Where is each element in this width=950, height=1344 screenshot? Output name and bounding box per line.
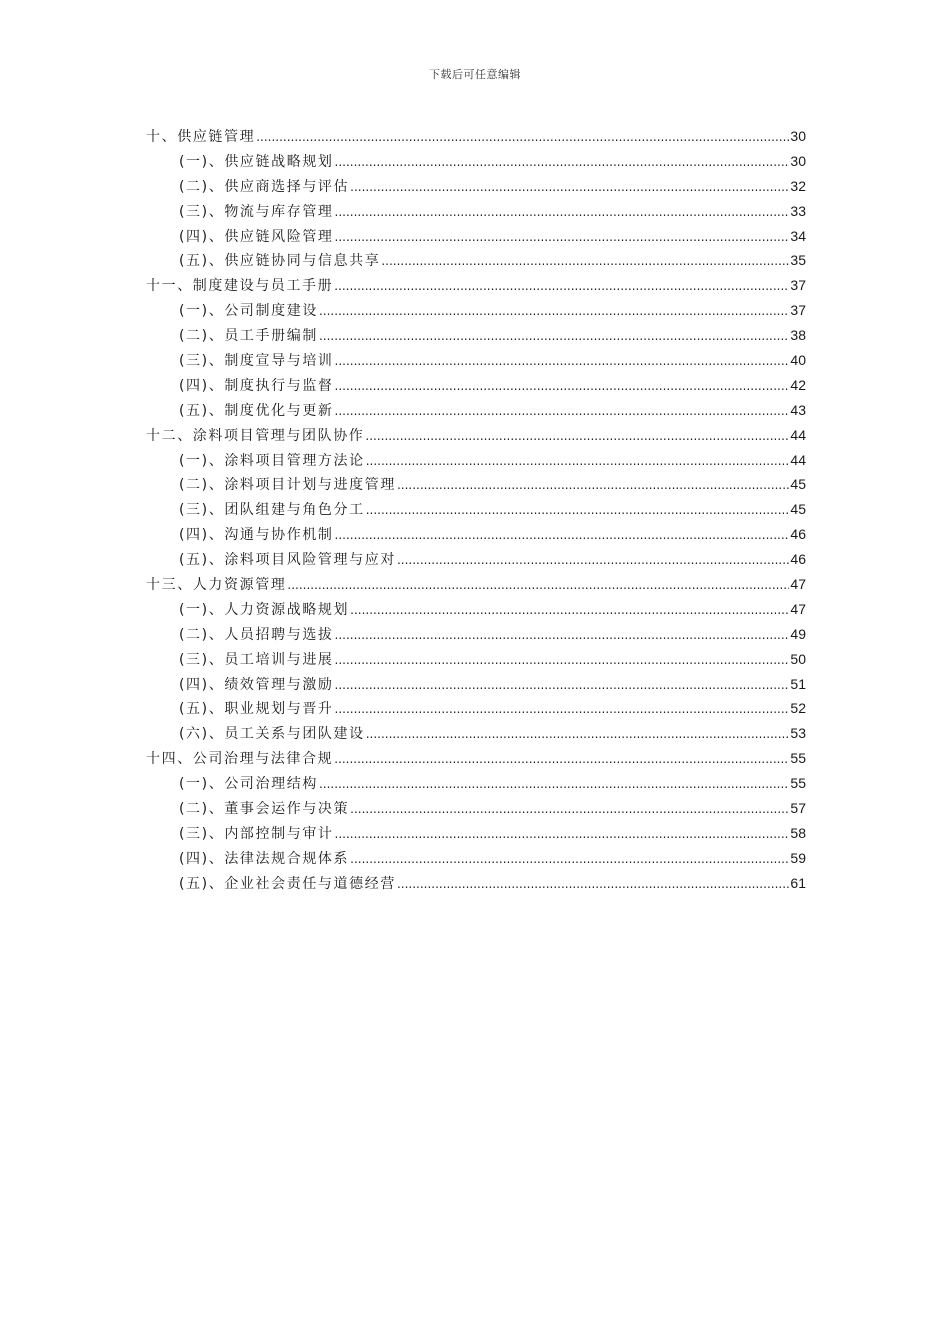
toc-page-number: 51	[790, 675, 806, 692]
toc-entry-title: (三)、内部控制与审计	[179, 825, 334, 842]
toc-dot-leader	[350, 180, 789, 194]
toc-chapter-entry[interactable]	[146, 126, 806, 151]
toc-section-entry[interactable]	[146, 848, 806, 873]
toc-dot-leader	[319, 777, 789, 791]
toc-entry-title: (三)、物流与库存管理	[179, 203, 334, 220]
toc-section-entry[interactable]	[146, 698, 806, 723]
toc-page-number: 47	[790, 576, 806, 593]
toc-page-number: 37	[790, 302, 806, 319]
toc-dot-leader	[350, 603, 789, 617]
toc-page-number: 45	[790, 476, 806, 493]
toc-page-number: 55	[790, 750, 806, 767]
toc-dot-leader	[365, 429, 789, 443]
toc-page-number: 40	[790, 352, 806, 369]
toc-entry-title: (三)、制度宣导与培训	[179, 353, 334, 370]
toc-page-number: 61	[790, 874, 806, 891]
toc-dot-leader	[319, 304, 789, 318]
toc-dot-leader	[335, 653, 790, 667]
toc-dot-leader	[366, 503, 790, 517]
toc-page-number: 35	[790, 252, 806, 269]
toc-section-entry[interactable]	[146, 524, 806, 549]
toc-entry-title: (二)、供应商选择与评估	[179, 178, 350, 195]
toc-dot-leader	[397, 553, 789, 567]
toc-entry-title: (二)、人员招聘与选拔	[179, 626, 334, 643]
toc-entry-title: (四)、绩效管理与激励	[179, 676, 334, 693]
toc-entry-title: (四)、沟通与协作机制	[179, 527, 334, 544]
toc-dot-leader	[335, 678, 790, 692]
toc-page-number: 55	[790, 775, 806, 792]
toc-entry-title: 十三、人力资源管理	[146, 577, 287, 594]
toc-chapter-entry[interactable]	[146, 748, 806, 773]
toc-section-entry[interactable]	[146, 450, 806, 475]
toc-dot-leader	[397, 478, 789, 492]
toc-page-number: 43	[790, 401, 806, 418]
toc-entry-title: (一)、公司制度建设	[179, 303, 318, 320]
toc-entry-title: (五)、职业规划与晋升	[179, 701, 334, 718]
toc-section-entry[interactable]	[146, 375, 806, 400]
toc-dot-leader	[335, 702, 790, 716]
toc-section-entry[interactable]	[146, 873, 806, 898]
toc-entry-title: (二)、员工手册编制	[179, 328, 318, 345]
toc-dot-leader	[335, 205, 790, 219]
toc-section-entry[interactable]	[146, 624, 806, 649]
toc-section-entry[interactable]	[146, 549, 806, 574]
toc-entry-title: 十、供应链管理	[146, 129, 256, 145]
toc-dot-leader	[397, 877, 789, 891]
toc-dot-leader	[335, 230, 790, 244]
toc-section-entry[interactable]	[146, 151, 806, 176]
toc-entry-title: (一)、涂料项目管理方法论	[179, 452, 365, 469]
toc-section-entry[interactable]	[146, 798, 806, 823]
toc-page-number: 50	[790, 650, 806, 667]
toc-section-entry[interactable]	[146, 499, 806, 524]
toc-section-entry[interactable]	[146, 176, 806, 201]
toc-entry-title: (四)、法律法规合规体系	[179, 850, 350, 867]
toc-section-entry[interactable]	[146, 649, 806, 674]
toc-dot-leader	[335, 354, 790, 368]
toc-dot-leader	[335, 628, 790, 642]
toc-entry-title: (五)、涂料项目风险管理与应对	[179, 552, 396, 569]
toc-page-number: 46	[790, 526, 806, 543]
toc-page-number: 34	[790, 227, 806, 244]
toc-section-entry[interactable]	[146, 674, 806, 699]
toc-section-entry[interactable]	[146, 773, 806, 798]
toc-page-number: 47	[790, 600, 806, 617]
toc-section-entry[interactable]	[146, 474, 806, 499]
toc-section-entry[interactable]	[146, 723, 806, 748]
toc-page-number: 30	[790, 128, 806, 144]
toc-chapter-entry[interactable]	[146, 574, 806, 599]
toc-page-number: 42	[790, 376, 806, 393]
toc-section-entry[interactable]	[146, 226, 806, 251]
toc-dot-leader	[319, 329, 789, 343]
table-of-contents	[146, 126, 806, 898]
toc-chapter-entry[interactable]	[146, 425, 806, 450]
toc-dot-leader	[381, 254, 789, 268]
toc-entry-title: (一)、公司治理结构	[179, 776, 318, 793]
toc-entry-title: (二)、董事会运作与决策	[179, 801, 350, 818]
toc-entry-title: (六)、员工关系与团队建设	[179, 726, 365, 743]
toc-dot-leader	[287, 578, 789, 592]
toc-page-number: 33	[790, 202, 806, 219]
toc-section-entry[interactable]	[146, 325, 806, 350]
toc-dot-leader	[335, 379, 790, 393]
toc-dot-leader	[350, 802, 789, 816]
toc-section-entry[interactable]	[146, 823, 806, 848]
toc-entry-title: (五)、企业社会责任与道德经营	[179, 875, 396, 892]
toc-page-number: 30	[790, 152, 806, 169]
toc-entry-title: (四)、制度执行与监督	[179, 377, 334, 394]
toc-page-number: 32	[790, 177, 806, 194]
toc-entry-title: (五)、供应链协同与信息共享	[179, 253, 381, 270]
toc-entry-title: (三)、员工培训与进展	[179, 651, 334, 668]
toc-dot-leader	[334, 752, 789, 766]
toc-dot-leader	[366, 454, 790, 468]
toc-entry-title: (三)、团队组建与角色分工	[179, 502, 365, 519]
toc-dot-leader	[335, 155, 790, 169]
toc-entry-title: 十二、涂料项目管理与团队协作	[146, 427, 365, 444]
toc-entry-title: (五)、制度优化与更新	[179, 402, 334, 419]
toc-dot-leader	[335, 404, 790, 418]
toc-section-entry[interactable]	[146, 250, 806, 275]
toc-page-number: 37	[790, 277, 806, 294]
toc-dot-leader	[256, 130, 789, 144]
toc-entry-title: (四)、供应链风险管理	[179, 228, 334, 245]
toc-dot-leader	[366, 727, 790, 741]
toc-page-number: 59	[790, 849, 806, 866]
toc-dot-leader	[350, 852, 789, 866]
toc-entry-title: (一)、人力资源战略规划	[179, 601, 350, 618]
toc-section-entry[interactable]	[146, 400, 806, 425]
toc-dot-leader	[335, 528, 790, 542]
toc-section-entry[interactable]	[146, 599, 806, 624]
toc-page-number: 49	[790, 625, 806, 642]
toc-dot-leader	[334, 279, 789, 293]
toc-page-number: 45	[790, 501, 806, 518]
toc-page-number: 44	[790, 451, 806, 468]
toc-entry-title: 十一、制度建设与员工手册	[146, 278, 334, 295]
toc-page-number: 38	[790, 327, 806, 344]
toc-section-entry[interactable]	[146, 350, 806, 375]
toc-section-entry[interactable]	[146, 300, 806, 325]
toc-page-number: 44	[790, 426, 806, 443]
toc-dot-leader	[335, 827, 790, 841]
toc-page-number: 53	[790, 725, 806, 742]
toc-entry-title: (一)、供应链战略规划	[179, 153, 334, 170]
toc-chapter-entry[interactable]	[146, 275, 806, 300]
toc-page-number: 46	[790, 551, 806, 568]
toc-entry-title: (二)、涂料项目计划与进度管理	[179, 477, 396, 494]
toc-section-entry[interactable]	[146, 201, 806, 226]
toc-page-number: 57	[790, 800, 806, 817]
toc-page-number: 52	[790, 700, 806, 717]
page-header: 下载后可任意编辑	[429, 68, 521, 81]
toc-entry-title: 十四、公司治理与法律合规	[146, 751, 334, 768]
toc-page-number: 58	[790, 824, 806, 841]
